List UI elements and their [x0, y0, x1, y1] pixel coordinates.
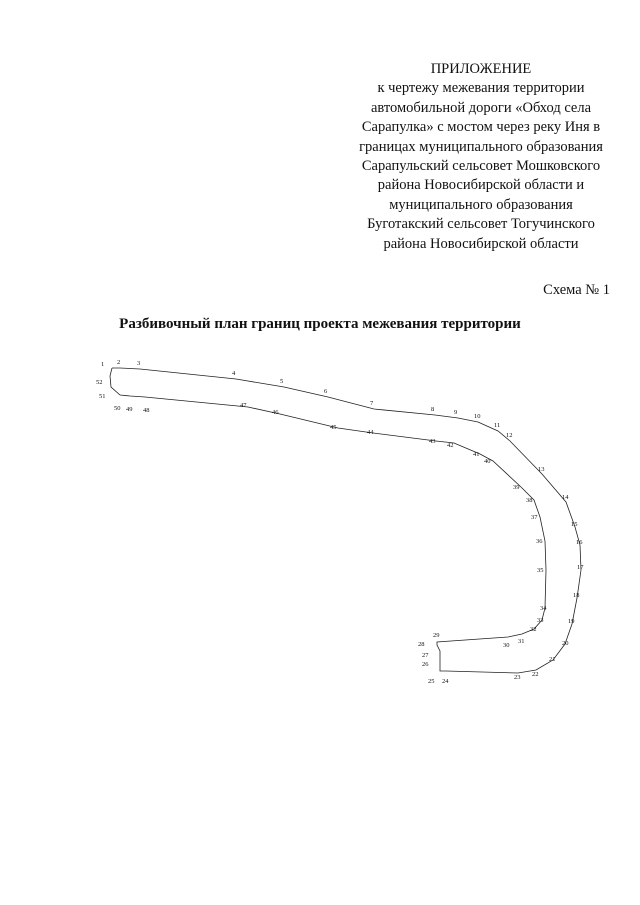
boundary-point-label: 26: [422, 661, 429, 668]
boundary-point-label: 5: [280, 378, 284, 385]
appendix-line: района Новосибирской области: [383, 235, 579, 252]
boundary-point-label: 25: [428, 678, 435, 685]
appendix-line: Сарапулка» с мостом через реку Иня в: [361, 119, 601, 136]
appendix-line: Буготакский сельсовет Тогучинского: [367, 216, 595, 233]
boundary-point-label: 19: [568, 618, 575, 625]
boundary-point-label: 38: [526, 497, 533, 504]
boundary-point-label: 39: [513, 484, 520, 491]
boundary-point-label: 43: [429, 438, 436, 445]
boundary-point-label: 9: [454, 409, 458, 416]
boundary-point-label: 46: [272, 409, 279, 416]
boundary-point-label: 28: [418, 641, 425, 648]
boundary-point-label: 33: [537, 617, 544, 624]
boundary-point-label: 8: [431, 406, 435, 413]
boundary-point-label: 34: [540, 605, 547, 612]
boundary-point-label: 49: [126, 406, 133, 413]
boundary-point-label: 17: [577, 564, 584, 571]
boundary-point-label: 22: [532, 671, 539, 678]
scheme-number: Схема № 1: [543, 282, 610, 298]
boundary-point-label: 37: [531, 514, 538, 521]
boundary-point-label: 30: [503, 642, 510, 649]
boundary-point-label: 31: [518, 638, 525, 645]
appendix-line: муниципального образования: [389, 196, 573, 213]
boundary-point-label: 14: [562, 494, 569, 501]
boundary-point-label: 29: [433, 632, 440, 639]
boundary-point-label: 21: [549, 656, 556, 663]
appendix-line: к чертежу межевания территории: [377, 80, 585, 97]
boundary-point-label: 51: [99, 393, 106, 400]
appendix-line: границах муниципального образования: [359, 138, 603, 155]
boundary-point-label: 52: [96, 379, 103, 386]
boundary-point-label: 1: [101, 361, 105, 368]
boundary-point-label: 4: [232, 370, 236, 377]
boundary-outline: [110, 368, 581, 673]
boundary-point-label: 18: [573, 592, 580, 599]
boundary-point-label: 32: [530, 626, 537, 633]
boundary-point-label: 7: [370, 400, 374, 407]
boundary-point-label: 23: [514, 674, 521, 681]
boundary-point-label: 6: [324, 388, 328, 395]
boundary-point-label: 48: [143, 407, 150, 414]
boundary-point-label: 16: [576, 539, 583, 546]
boundary-point-label: 40: [484, 458, 491, 465]
boundary-point-label: 41: [473, 451, 480, 458]
boundary-point-label: 10: [474, 413, 481, 420]
boundary-point-label: 15: [571, 521, 578, 528]
appendix-heading: ПРИЛОЖЕНИЕ: [430, 61, 532, 77]
boundary-point-label: 35: [537, 567, 544, 574]
appendix-line: Сарапульский сельсовет Мошковского: [361, 158, 601, 175]
boundary-point-label: 47: [240, 402, 247, 409]
boundary-point-label: 27: [422, 652, 429, 659]
boundary-point-label: 3: [137, 360, 141, 367]
boundary-point-label: 36: [536, 538, 543, 545]
boundary-point-label: 44: [367, 429, 374, 436]
plan-title: Разбивочный план границ проекта межевания территории: [119, 316, 521, 332]
boundary-point-label: 11: [494, 422, 501, 429]
appendix-line: района Новосибирской области и: [377, 177, 585, 194]
boundary-point-label: 42: [447, 442, 454, 449]
boundary-point-label: 12: [506, 432, 513, 439]
boundary-point-label: 50: [114, 405, 121, 412]
boundary-point-label: 45: [330, 424, 337, 431]
boundary-point-label: 24: [442, 678, 449, 685]
boundary-point-label: 13: [538, 466, 545, 473]
boundary-point-label: 2: [117, 359, 121, 366]
appendix-line: автомобильной дороги «Обход села: [370, 99, 592, 116]
boundary-point-label: 20: [562, 640, 569, 647]
